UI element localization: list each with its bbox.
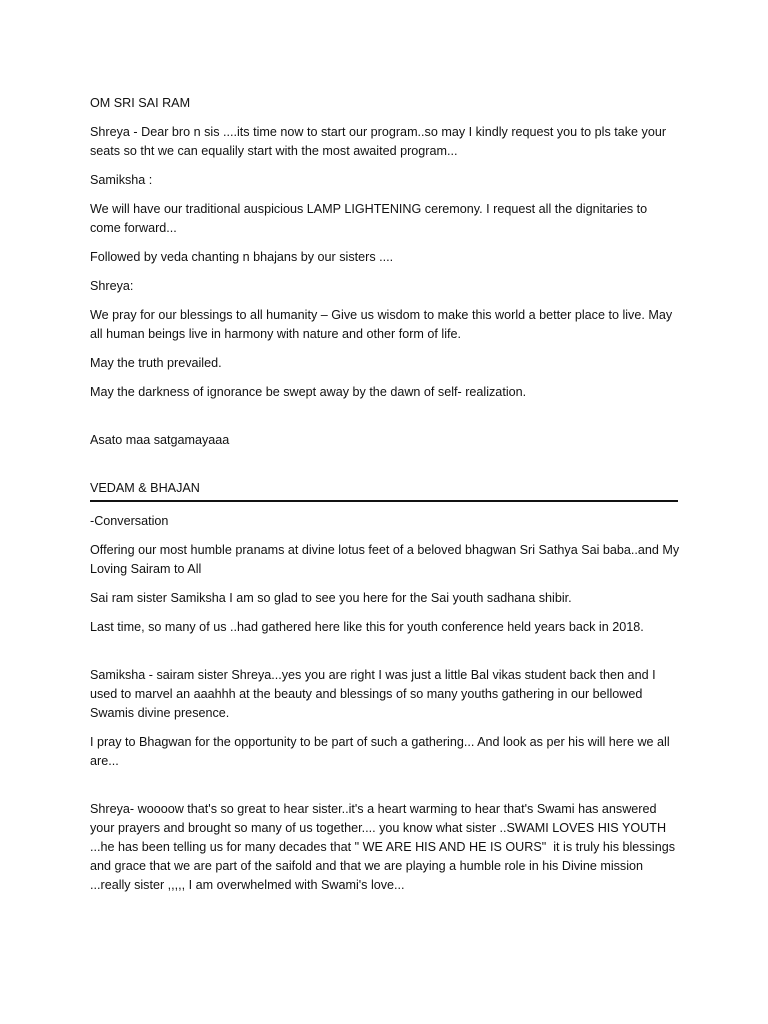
paragraph-veda-chanting: Followed by veda chanting n bhajans by our sisters ....	[90, 250, 394, 264]
paragraph-pranams: Offering our most humble pranams at divine lotus feet of a beloved bhagwan Sri Sathya Sai baba..and My Loving Sairam to All	[90, 543, 683, 576]
paragraph-darkness: May the darkness of ignorance be swept away by the dawn of self- realization.	[90, 385, 527, 399]
greeting-heading: OM SRI SAI RAM	[90, 96, 191, 110]
document-page	[90, 94, 683, 895]
section-divider	[90, 500, 678, 502]
paragraph-sai-ram-sister: Sai ram sister Samiksha I am so glad to see you here for the Sai youth sadhana shibir.	[90, 591, 572, 605]
speaker-label-samiksha: Samiksha :	[90, 173, 153, 187]
speaker-label-shreya: Shreya:	[90, 279, 134, 293]
paragraph-asato: Asato maa satgamayaaa	[90, 433, 230, 447]
paragraph-shreya-woooow: Shreya- woooow that's so great to hear sister..it's a heart warming to hear that's Swami has answered your prayers and brought so many of us together.... you know what sister ..SWAMI LOVES HIS YOUTH ...he has been telling us for many decades that " WE ARE HIS AND HE IS OURS" it is truly his blessings and grace that we are part of the saifold and that we are playing a humble role in his Divine mission ...really sister ,,,,, I am overwhelmed with Swami's love...	[90, 802, 679, 892]
paragraph-conversation-label: -Conversation	[90, 514, 169, 528]
paragraph-samiksha-reply: Samiksha - sairam sister Shreya...yes you are right I was just a little Bal vikas student back then and I used to marvel an aaahhh at the beauty and blessings of so many youths gathering in our bellowed Swamis divine presence.	[90, 668, 660, 720]
paragraph-lamp-lighting: We will have our traditional auspicious LAMP LIGHTENING ceremony. I request all the dignitaries to come forward...	[90, 202, 651, 235]
section-heading-vedam: VEDAM & BHAJAN	[90, 481, 200, 495]
paragraph-shreya-intro: Shreya - Dear bro n sis ....its time now to start our program..so may I kindly request you to pls take your seats so tht we can equalily start with the most awaited program...	[90, 125, 670, 158]
paragraph-truth: May the truth prevailed.	[90, 356, 222, 370]
paragraph-last-time: Last time, so many of us ..had gathered here like this for youth conference held years back in 2018.	[90, 620, 644, 634]
paragraph-prayer: We pray for our blessings to all humanity – Give us wisdom to make this world a better place to live. May all human beings live in harmony with nature and other form of life.	[90, 308, 676, 341]
paragraph-pray-bhagwan: I pray to Bhagwan for the opportunity to be part of such a gathering... And look as per his will here we all are...	[90, 735, 674, 768]
